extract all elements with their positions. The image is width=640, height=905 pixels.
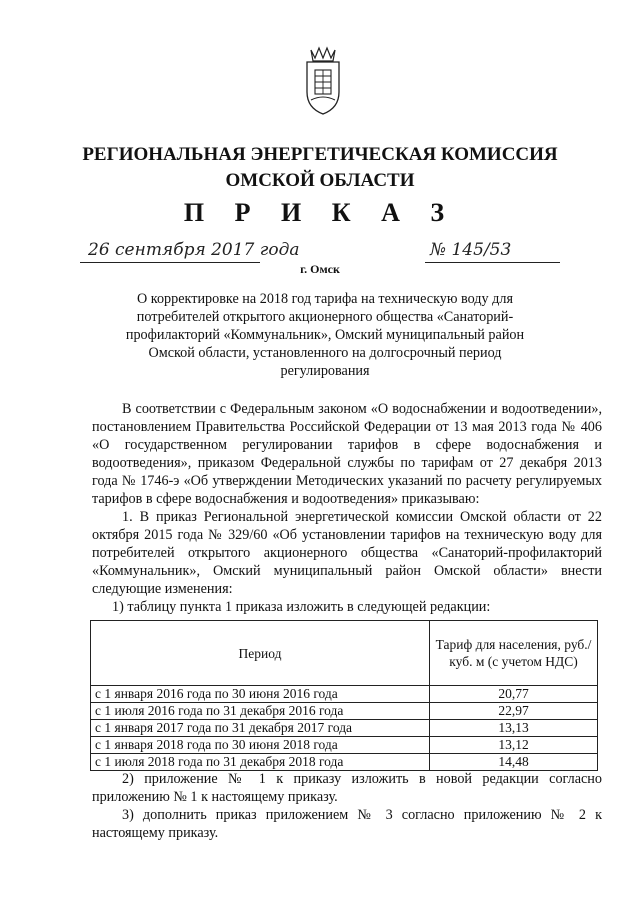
organization-name <box>0 142 640 194</box>
tariff-cell: 20,77 <box>430 686 598 703</box>
document-type-title: П Р И К А З <box>183 198 457 227</box>
period-cell: с 1 июля 2016 года по 31 декабря 2016 года <box>91 703 430 720</box>
period-cell: с 1 января 2018 года по 30 июня 2018 года <box>91 737 430 754</box>
tariff-cell: 14,48 <box>430 754 598 771</box>
order-subject: О корректировке на 2018 год тарифа на техническую воду для потребителей открытого акционерного общества «Санаторий-профилакторий «Коммунальник», Омский муниципальный район Омской области, установленного на долгосрочный период регулирования <box>125 291 525 379</box>
handwritten-number: № 145/53 <box>430 240 512 260</box>
table-header-row <box>91 621 598 686</box>
org-line-1: РЕГИОНАЛЬНАЯ ЭНЕРГЕТИЧЕСКАЯ КОМИССИЯ <box>82 144 558 165</box>
order-body <box>92 400 602 616</box>
period-cell: с 1 июля 2018 года по 31 декабря 2018 года <box>91 754 430 771</box>
org-line-2: ОМСКОЙ ОБЛАСТИ <box>225 170 415 191</box>
table-row <box>91 686 598 703</box>
period-cell: с 1 января 2017 года по 31 декабря 2017 года <box>91 720 430 737</box>
order-body-continued <box>92 770 602 842</box>
item-1-3-paragraph: 3) дополнить приказ приложением № 3 согласно приложению № 2 к настоящему приказу. <box>92 807 602 841</box>
table-row <box>91 703 598 720</box>
preamble-paragraph: В соответствии с Федеральным законом «О водоснабжении и водоотведении», постановлением Правительства Российской Федерации от 13 мая 2013 года № 406 «О государственном регулировании тарифов в сфере водоснабжения и водоотведения», приказом Федеральной службы по тарифам от 27 декабря 2013 года № 1746-э «Об утверждении Методических указаний по расчету регулируемых тарифов в сфере водоснабжения и водоотведения» приказываю: <box>92 401 602 507</box>
tariff-cell: 13,13 <box>430 720 598 737</box>
item-1-paragraph: 1. В приказ Региональной энергетической комиссии Омской области от 22 октября 2015 года № 329/60 «Об установлении тарифов на техническую воду для потребителей открытого акционерного общества «Санаторий-профилакторий «Коммунальник», Омский муниципальный район Омской области» внести следующие изменения: <box>92 509 602 597</box>
table-row <box>91 737 598 754</box>
column-header-tariff: Тариф для населения, руб./куб. м (с учетом НДС) <box>430 621 598 686</box>
tariff-table <box>90 620 598 771</box>
column-header-period: Период <box>91 621 430 686</box>
table-row <box>91 720 598 737</box>
table-row <box>91 754 598 771</box>
period-cell: с 1 января 2016 года по 30 июня 2016 года <box>91 686 430 703</box>
omsk-coat-of-arms-icon <box>303 44 343 116</box>
item-1-1-paragraph: 1) таблицу пункта 1 приказа изложить в следующей редакции: <box>112 599 491 615</box>
handwritten-date: 26 сентября 2017 года <box>88 240 300 260</box>
item-1-2-paragraph: 2) приложение № 1 к приказу изложить в новой редакции согласно приложению № 1 к настоящему приказу. <box>92 771 602 805</box>
tariff-cell: 22,97 <box>430 703 598 720</box>
city-label: г. Омск <box>300 262 340 276</box>
tariff-cell: 13,12 <box>430 737 598 754</box>
